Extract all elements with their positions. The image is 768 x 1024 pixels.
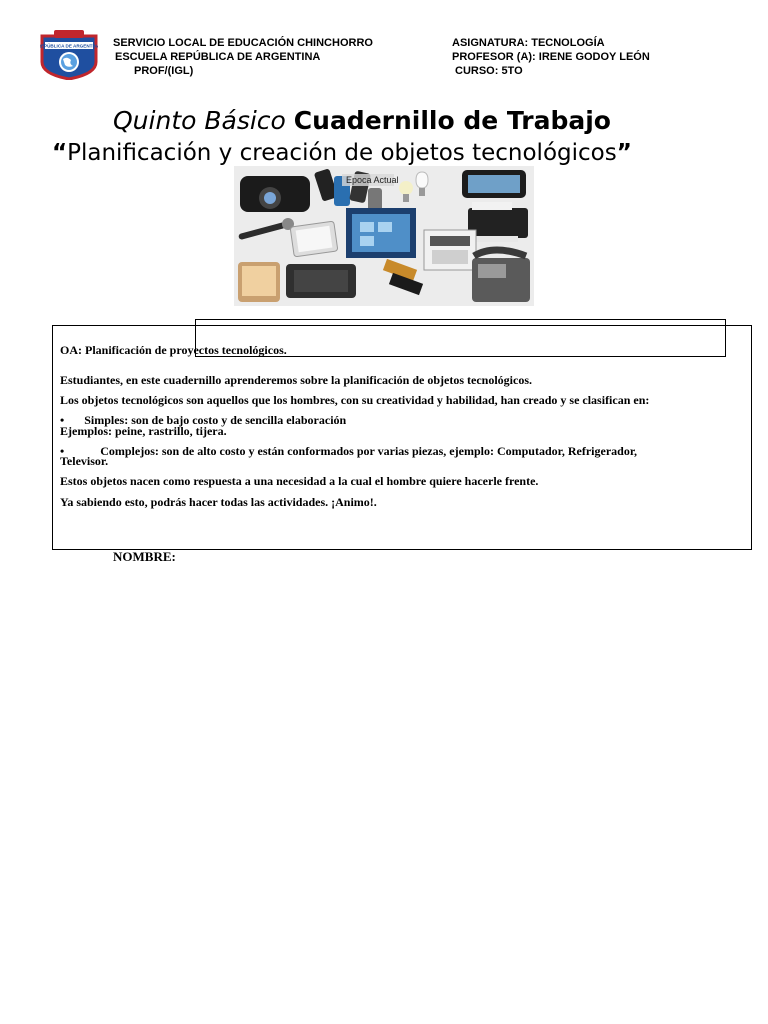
complex-item xyxy=(60,445,637,458)
projector-image xyxy=(240,176,310,212)
simple-text: Simples: son de bajo costo y de sencilla elaboración xyxy=(84,413,347,427)
header-prof: PROF/(IGL) xyxy=(134,65,194,77)
logo-text: REPÚBLICA DE ARGENTINA xyxy=(40,43,98,49)
school-logo xyxy=(40,28,98,80)
hard-drive-image xyxy=(286,264,356,298)
cash-register-image xyxy=(424,230,476,270)
close-quote: ” xyxy=(616,140,632,166)
subtitle-text: Planificación y creación de objetos tecnológicos xyxy=(67,140,617,166)
need-paragraph: Estos objetos nacen como respuesta a una necesidad a la cual el hombre quiere hacerle frente. xyxy=(60,474,539,488)
header-school: ESCUELA REPÚBLICA DE ARGENTINA xyxy=(115,51,321,63)
touchscreen-image xyxy=(346,208,416,258)
title-grade: Quinto Básico xyxy=(113,106,286,135)
header-subject: ASIGNATURA: TECNOLOGÍA xyxy=(452,37,605,49)
page-title xyxy=(113,106,611,135)
simple-examples: Ejemplos: peine, rastrillo, tijera. xyxy=(60,424,227,438)
page-subtitle xyxy=(52,140,632,166)
colorful-phone-image xyxy=(238,262,280,302)
learning-objective: OA: Planificación de proyectos tecnológicos. xyxy=(60,343,287,357)
name-label: NOMBRE: xyxy=(113,549,176,564)
collage-caption: Epoca Actual xyxy=(346,175,399,185)
open-quote: “ xyxy=(52,140,68,166)
header-course: CURSO: 5TO xyxy=(455,65,523,77)
gps-device-image xyxy=(462,170,526,198)
header-service: SERVICIO LOCAL DE EDUCACIÓN CHINCHORRO xyxy=(113,37,373,49)
closing-paragraph: Ya sabiendo esto, podrás hacer todas las actividades. ¡Animo!. xyxy=(60,495,377,509)
bullet: • xyxy=(60,413,65,427)
complex-text: Complejos: son de alto costo y están conformados por varias piezas, ejemplo: Computador, Refrigerador, xyxy=(100,444,638,458)
classification-paragraph: Los objetos tecnológicos son aquellos que los hombres, con su creatividad y habilidad, han creado y se clasifican en: xyxy=(60,393,650,407)
header-teacher: PROFESOR (A): IRENE GODOY LEÓN xyxy=(452,51,650,63)
intro-paragraph: Estudiantes, en este cuadernillo aprenderemos sobre la planificación de objetos tecnológicos. xyxy=(60,373,532,387)
title-main: Cuadernillo de Trabajo xyxy=(293,106,611,135)
printer-image xyxy=(468,202,528,242)
tablet-image xyxy=(290,221,338,257)
bullet: • xyxy=(60,444,65,458)
complex-text-continued: Televisor. xyxy=(60,454,109,468)
technology-collage xyxy=(234,166,534,306)
